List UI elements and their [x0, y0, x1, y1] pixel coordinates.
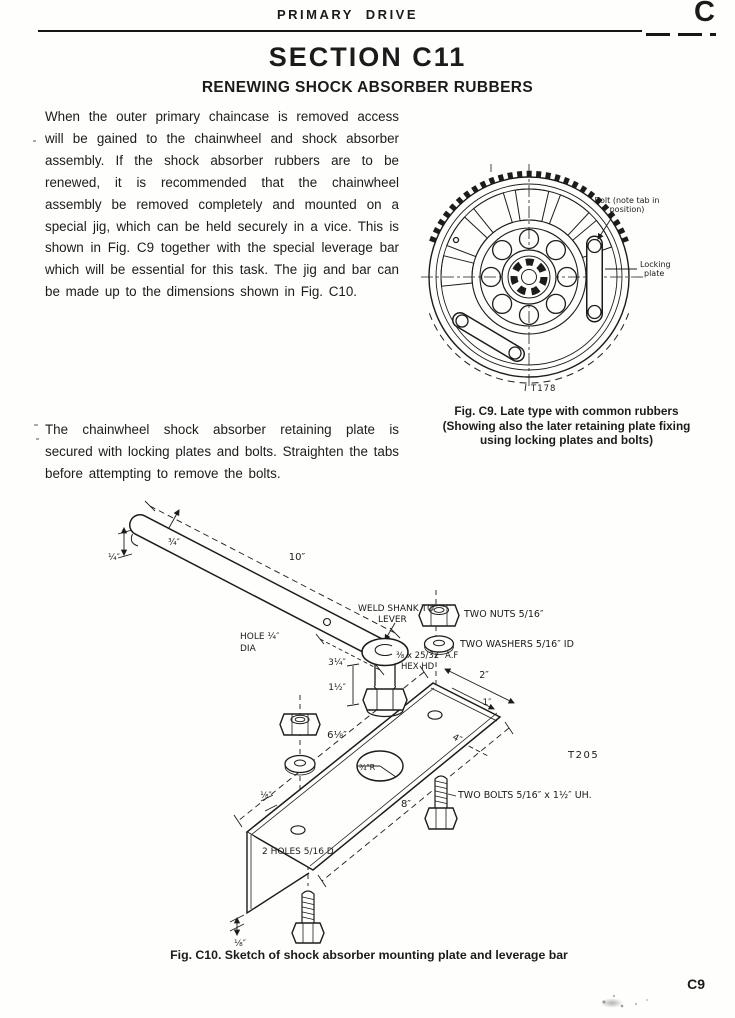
section-subtitle: RENEWING SHOCK ABSORBER RUBBERS [201, 79, 534, 96]
label-hole-line2: DIA [240, 644, 256, 654]
fig-c9-caption-line1: Fig. C9. Late type with common rubbers [454, 404, 679, 418]
dim-hole-radius: ¾″R [358, 763, 376, 772]
bolt-right [425, 776, 457, 829]
dim-lever-thickness: ¼″ [107, 553, 121, 563]
label-two-bolts: TWO BOLTS 5/16″ x 1½″ UH. [458, 790, 592, 801]
fig-c9-caption [398, 404, 735, 448]
fig-c9-caption-line2: (Showing also the later retaining plate fixing [442, 418, 691, 433]
label-weld-line1: WELD SHANK TO [358, 604, 435, 614]
bolt-label-line2: position) [609, 205, 645, 214]
dim-plate-length-top: 6⅛″ [327, 730, 347, 741]
scan-smudge [592, 986, 664, 1014]
dim-one-inch: 1″ [482, 698, 492, 708]
label-two-holes: 2 HOLES 5/16 D [262, 847, 334, 857]
dim-shank-length: 1½″ [328, 683, 346, 693]
fig-c9-ref: T178 [531, 384, 557, 394]
label-two-washers: TWO WASHERS 5/16″ ID [460, 639, 574, 650]
dim-four-inch: 4″ [450, 732, 464, 746]
dim-flange-offset: ⅛″ [233, 939, 247, 948]
dim-hole-offset: 3¼″ [328, 658, 346, 668]
label-two-nuts: TWO NUTS 5/16″ [464, 609, 544, 620]
dim-plate-thickness: ⅛″ [260, 791, 272, 801]
shank-hex-head [363, 689, 407, 710]
label-hole-line1: HOLE ¼″ [240, 632, 280, 642]
running-title: PRIMARY DRIVE [276, 7, 419, 22]
dim-plate-length-bottom: 8″ [400, 799, 412, 810]
scan-speck [33, 140, 36, 142]
bolt-label-line1: Bolt (note tab in [594, 196, 660, 205]
dim-two-inch: 2″ [479, 670, 489, 681]
dim-lever-width: ¾″ [167, 538, 181, 548]
bolt-bottom [292, 891, 324, 943]
section-title: SECTION C11 [268, 42, 467, 72]
locking-plate-label-line2: plate [644, 269, 665, 278]
section-letter: C [694, 0, 715, 28]
scan-speck [36, 438, 39, 440]
dim-lever-length: 10″ [288, 552, 306, 563]
locking-plate-lower-left [456, 315, 521, 359]
locking-plate-label-line1: Locking [640, 260, 671, 269]
header-rule [38, 30, 642, 32]
scan-speck [34, 424, 38, 426]
fig-c9-caption-line3: using locking plates and bolts) [479, 433, 654, 447]
label-shank-spec-line2: HEX HD [401, 662, 435, 672]
page-number: C9 [687, 976, 705, 992]
label-shank-spec-line1: ⅜ x 25/32″ A.F [396, 651, 459, 661]
locking-plate-right [588, 240, 601, 319]
label-weld-line2: LEVER [378, 615, 407, 625]
header-rule-dashes [646, 33, 716, 36]
plate-small-hole-bottom [291, 826, 305, 834]
fig-c10-jig-sketch-drawing [90, 498, 730, 948]
fig-c9-chainwheel-drawing [418, 150, 733, 400]
fig-c10-caption: Fig. C10. Sketch of shock absorber mounting plate and leverage bar [170, 948, 568, 962]
plate-small-hole-top [428, 711, 442, 719]
body-paragraph-2: The chainwheel shock absorber retaining plate is secured with locking plates and bolts. Straighten the tabs before attempting to remove the bolts. [45, 422, 399, 481]
splined-hub [502, 250, 556, 304]
body-paragraph-1: When the outer primary chaincase is removed access will be gained to the chainwheel and shock absorber assembly. If the shock absorber rubbers are to be renewed, it is recommended that the chainwheel assembly be removed completely and mounted on a special jig, which can be held securely in a vice. This is shown in Fig. C9 together with the special leverage bar which will be essential for this task. The jig and bar can be made up to the dimensions shown in Fig. C10. [45, 109, 399, 300]
fig-c10-ref: T205 [568, 750, 600, 761]
